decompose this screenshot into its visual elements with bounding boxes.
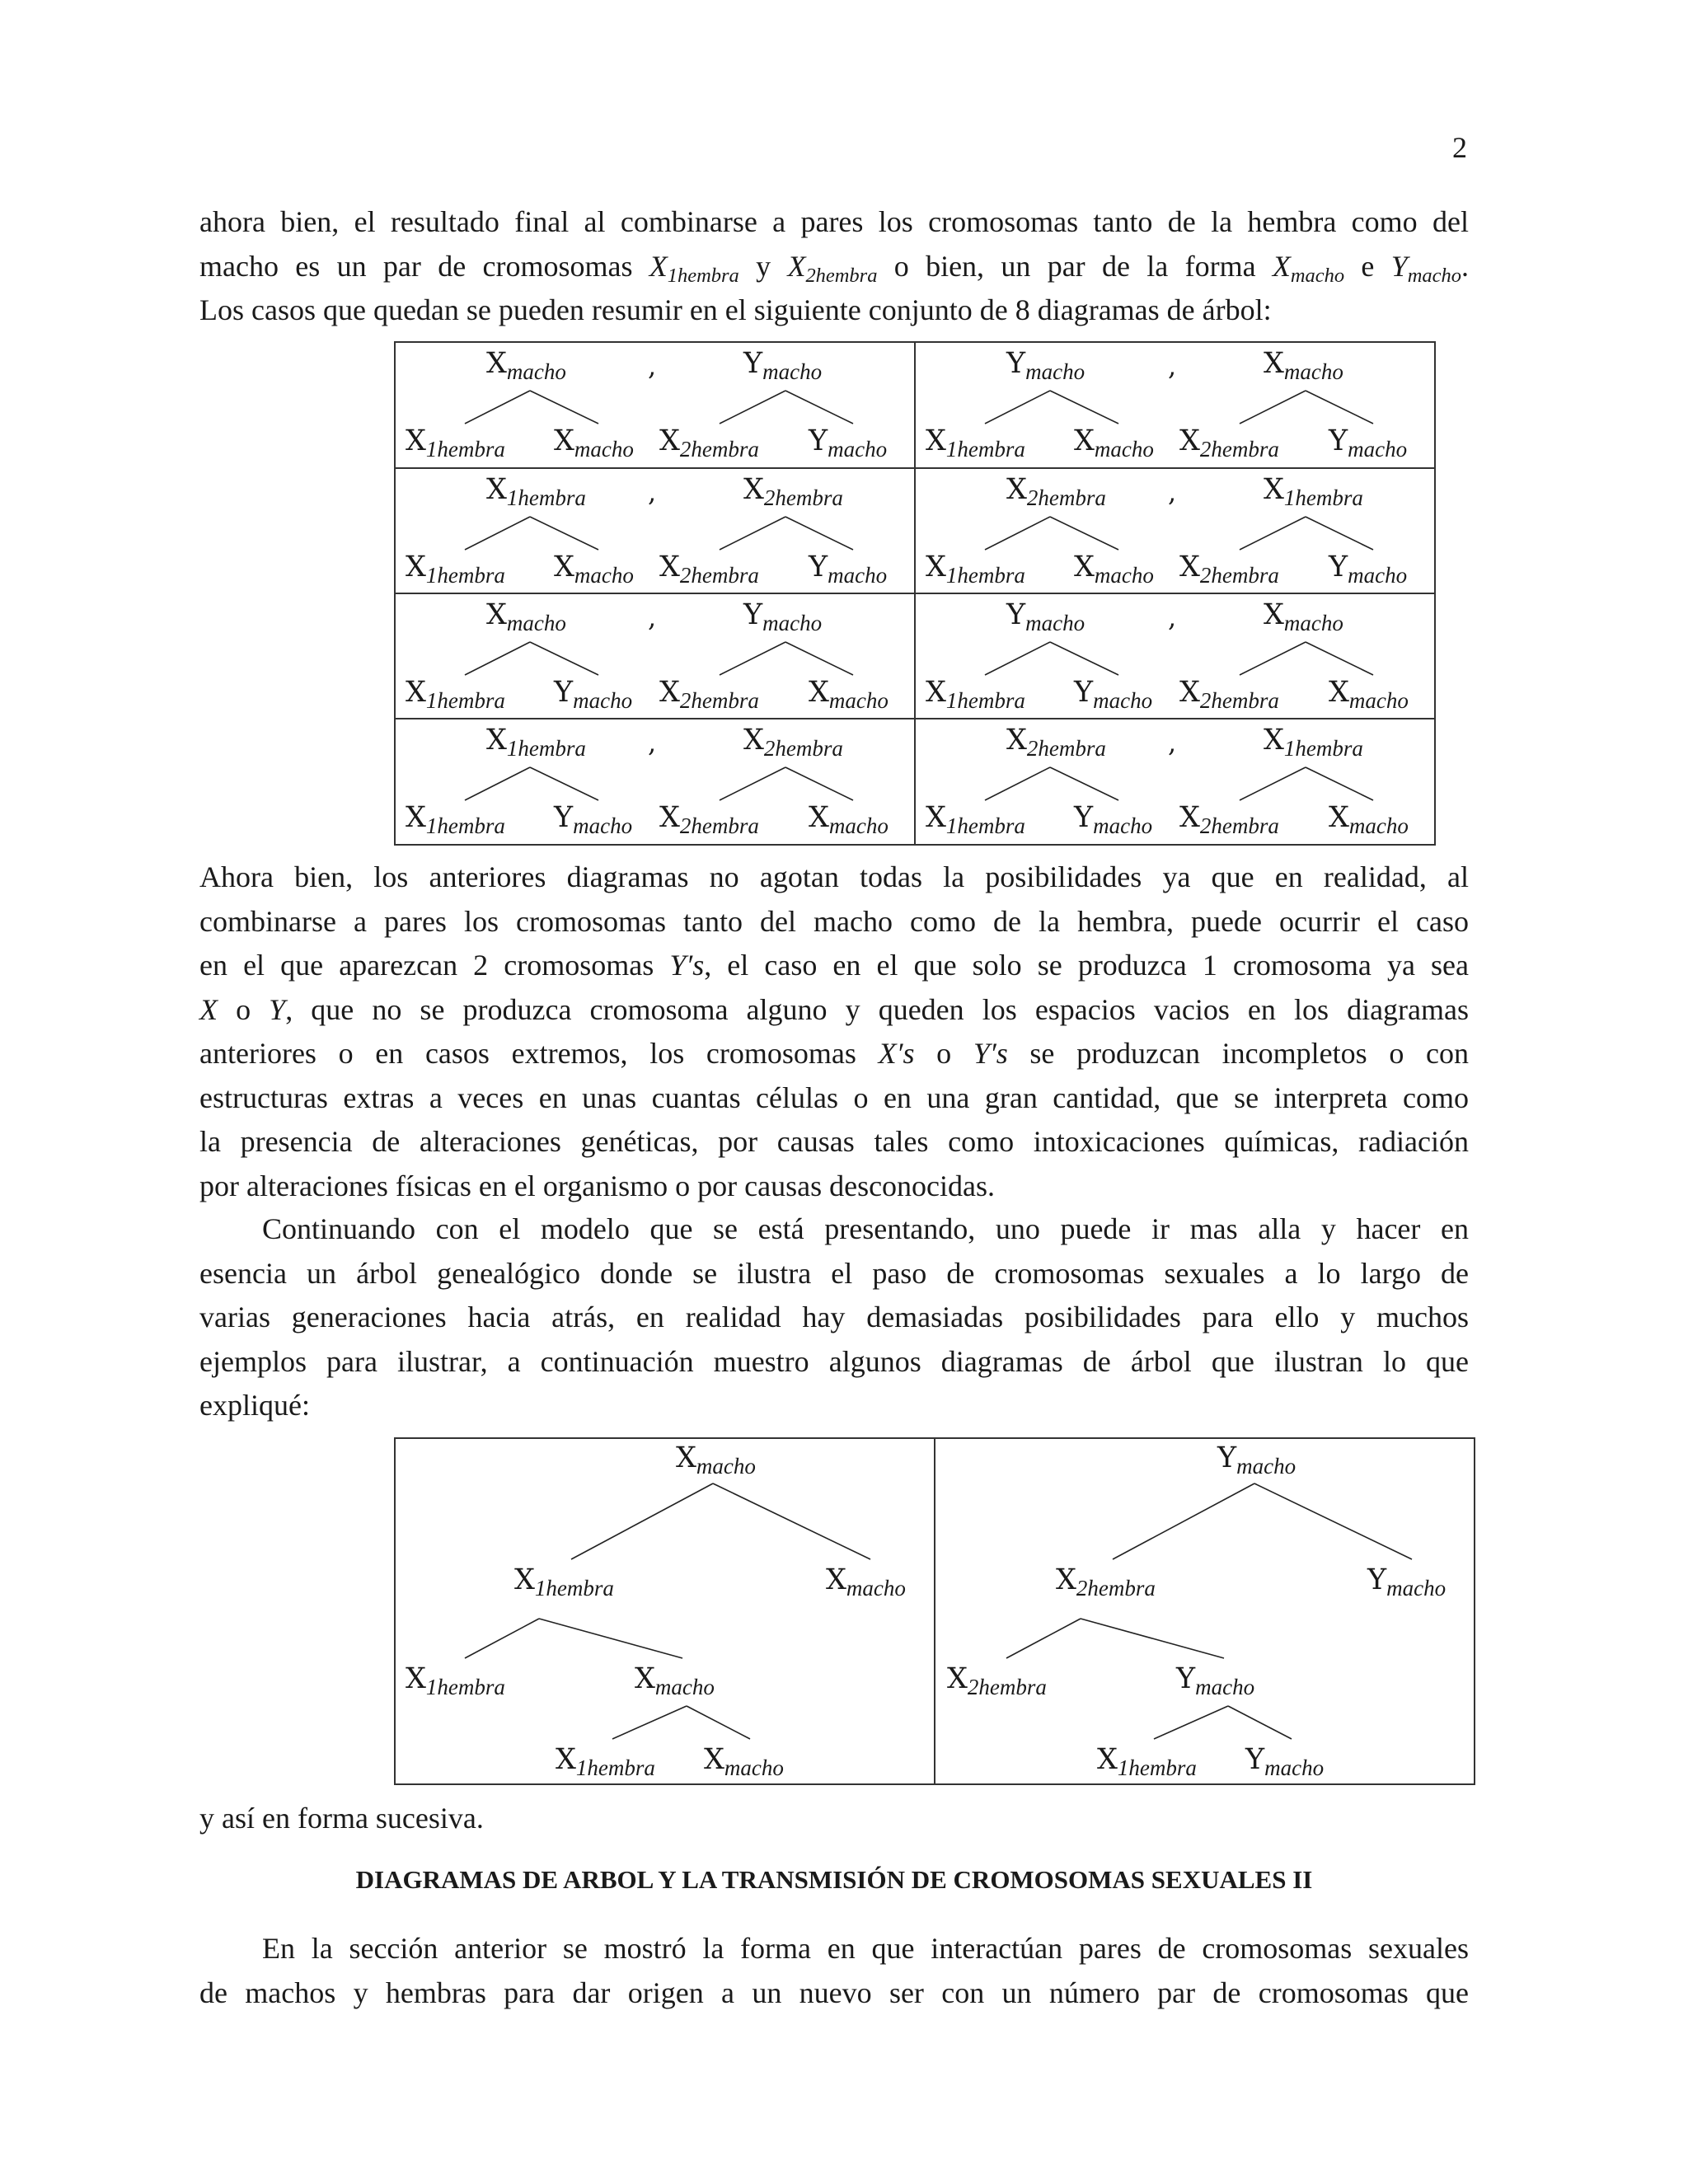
node-subscript: 2hembra — [763, 485, 843, 510]
node-subscript: macho — [828, 688, 889, 713]
tree-grid-row-divider — [394, 718, 1436, 719]
p4-line-1: En la sección anterior se mostró la forma en que interactúan pares de cromosomas sexuales — [262, 1932, 1469, 1965]
node-symbol: X — [659, 424, 680, 457]
node-subscript: macho — [1093, 813, 1153, 838]
node-symbol: Y — [1217, 1441, 1237, 1474]
node-subscript: 2hembra — [967, 1675, 1047, 1699]
tree-separator-comma: , — [1168, 602, 1177, 633]
node-subscript: 2hembra — [1199, 437, 1279, 462]
node-symbol: Y — [1176, 1662, 1196, 1695]
tree-leaf — [406, 801, 505, 838]
node-subscript: 1hembra — [425, 1675, 505, 1699]
node-symbol: X — [1074, 551, 1095, 583]
node-symbol: X — [554, 424, 574, 457]
node-subscript: macho — [506, 611, 566, 635]
node-symbol: Y — [1006, 598, 1026, 631]
node-symbol: X — [406, 424, 426, 457]
node-subscript: 1hembra — [945, 813, 1025, 838]
node-symbol: X — [1056, 1563, 1076, 1596]
node-symbol: Y — [1329, 424, 1348, 457]
node-symbol: Y — [743, 598, 763, 631]
tree-root-right — [1264, 473, 1363, 510]
node-subscript: macho — [1348, 563, 1408, 588]
node-subscript: 1hembra — [425, 813, 505, 838]
node-symbol: Y — [1006, 347, 1026, 380]
node-symbol: X — [635, 1662, 655, 1695]
node-subscript: 2hembra — [1199, 813, 1279, 838]
node-symbol: X — [486, 724, 507, 757]
node-subscript: macho — [1094, 563, 1154, 588]
node-symbol: X — [704, 1743, 724, 1776]
node-subscript: macho — [573, 688, 633, 713]
tree-root-left — [1006, 724, 1106, 761]
node-subscript: macho — [1283, 611, 1343, 635]
tree-leaf — [554, 676, 633, 713]
tree-separator-comma: , — [648, 727, 657, 758]
genealogy-parent-right — [1367, 1563, 1447, 1601]
tree-separator-comma: , — [648, 350, 657, 382]
tree-root-left — [1006, 598, 1085, 635]
node-subscript: macho — [1025, 359, 1085, 384]
node-subscript: macho — [1264, 1755, 1325, 1780]
node-subscript: macho — [574, 437, 634, 462]
tree-leaf — [554, 551, 634, 588]
tree-root-right — [1264, 724, 1363, 761]
node-symbol: X — [406, 676, 426, 709]
tree-root-left — [486, 473, 586, 510]
node-subscript: 1hembra — [425, 688, 505, 713]
tree-leaf — [809, 551, 888, 588]
node-subscript: 2hembra — [1199, 563, 1279, 588]
p3-line-3: varias generaciones hacia atrás, en realidad hay demasiadas posibilidades para ello y muchos — [199, 1301, 1469, 1333]
node-subscript: macho — [1348, 688, 1409, 713]
p3-line-1: Continuando con el modelo que se está presentando, uno puede ir mas alla y hacer en — [262, 1212, 1469, 1245]
node-subscript: macho — [1283, 359, 1343, 384]
node-symbol: X — [743, 724, 764, 757]
tree-separator-comma: , — [648, 476, 657, 508]
tree-leaf — [809, 801, 889, 838]
node-symbol: X — [1264, 724, 1284, 757]
node-symbol: Y — [1074, 676, 1094, 709]
tree-separator-comma: , — [1168, 350, 1177, 382]
tree-leaf — [406, 424, 505, 462]
node-symbol: X — [1179, 801, 1200, 834]
node-subscript: 1hembra — [1283, 736, 1363, 761]
node-symbol: X — [947, 1662, 968, 1695]
node-subscript: macho — [1025, 611, 1085, 635]
tree-root-right — [743, 598, 823, 635]
genealogy-parent-left — [514, 1563, 614, 1601]
node-symbol: X — [1179, 676, 1200, 709]
node-symbol: Y — [809, 424, 828, 457]
node-subscript: 1hembra — [425, 563, 505, 588]
node-subscript: 2hembra — [1026, 736, 1106, 761]
node-subscript: 1hembra — [1117, 1755, 1197, 1780]
node-subscript: 2hembra — [679, 437, 759, 462]
node-symbol: X — [406, 801, 426, 834]
genealogy-grandparent-right — [1176, 1662, 1255, 1699]
tree-leaf — [1074, 551, 1154, 588]
intro-line-1: ahora bien, el resultado final al combinarse a pares los cromosomas tanto de la hembra como del — [199, 205, 1469, 238]
tree-leaf — [926, 676, 1025, 713]
node-subscript: macho — [654, 1675, 715, 1699]
node-symbol: Y — [554, 676, 574, 709]
node-symbol: X — [1006, 473, 1027, 506]
node-symbol: X — [826, 1563, 846, 1596]
node-symbol: X — [1097, 1743, 1118, 1776]
node-symbol: X — [926, 676, 946, 709]
node-symbol: Y — [1245, 1743, 1265, 1776]
node-subscript: macho — [574, 563, 634, 588]
node-symbol: X — [406, 551, 426, 583]
tree-leaf — [1074, 424, 1154, 462]
tree-leaf — [659, 424, 759, 462]
genealogy-parent-right — [826, 1563, 906, 1601]
paragraph-2 — [199, 855, 1469, 1208]
tree-leaf — [554, 424, 634, 462]
genealogy-great-grandparent-right — [1245, 1743, 1325, 1780]
p2-line-5: anteriores o en casos extremos, los cromosomas X′s o Y′s se produzcan incompletos o con — [199, 1037, 1469, 1070]
node-subscript: 1hembra — [506, 485, 586, 510]
node-subscript: 2hembra — [1199, 688, 1279, 713]
intro-line-3: Los casos que quedan se pueden resumir en el siguiente conjunto de 8 diagramas de árbol: — [199, 293, 1272, 326]
node-subscript: macho — [1348, 813, 1409, 838]
page-number: 2 — [1452, 131, 1467, 164]
node-subscript: 2hembra — [1076, 1576, 1156, 1601]
node-symbol: X — [1006, 724, 1027, 757]
node-symbol: X — [809, 676, 829, 709]
tree-root-right — [743, 724, 843, 761]
node-subscript: 1hembra — [1283, 485, 1363, 510]
node-subscript: 1hembra — [945, 563, 1025, 588]
tree-separator-comma: , — [1168, 727, 1177, 758]
node-subscript: 1hembra — [575, 1755, 655, 1780]
node-symbol: X — [486, 347, 507, 380]
node-subscript: 2hembra — [679, 688, 759, 713]
p2-line-4: X o Y, que no se produzca cromosoma alguno y queden los espacios vacios en los diagramas — [199, 992, 1470, 1026]
tree-leaf — [1329, 676, 1409, 713]
node-subscript: 1hembra — [425, 437, 505, 462]
node-subscript: 2hembra — [679, 563, 759, 588]
tree-leaf — [1074, 801, 1153, 838]
node-subscript: macho — [828, 813, 889, 838]
genealogy-root — [676, 1441, 756, 1479]
tree-leaf — [1179, 551, 1279, 588]
node-symbol: X — [809, 801, 829, 834]
genealogy-great-grandparent-left — [1097, 1743, 1197, 1780]
p4-line-2: de machos y hembras para dar origen a un nuevo ser con un número par de cromosomas que — [199, 1975, 1469, 2009]
node-subscript: macho — [724, 1755, 784, 1780]
node-symbol: X — [1179, 551, 1200, 583]
node-subscript: macho — [1094, 437, 1154, 462]
node-subscript: macho — [828, 437, 888, 462]
section-heading: DIAGRAMAS DE ARBOL Y LA TRANSMISIÓN DE CROMOSOMAS SEXUALES II — [355, 1865, 1313, 1894]
node-subscript: macho — [1386, 1576, 1447, 1601]
intro-line-2: macho es un par de cromosomas $X_{1hembra}$ y $X_{2hembra}$ o bien, un par de la forma $X_{macho}$ e $Y_{macho}$. — [199, 249, 1469, 287]
tree-leaf — [809, 424, 888, 462]
tree-leaf — [406, 551, 505, 588]
tree-root-right — [743, 347, 823, 384]
p2-line-2: combinarse a pares los cromosomas tanto del macho como de la hembra, puede ocurrir el caso — [199, 904, 1469, 938]
p2-line-3: en el que aparezcan 2 cromosomas Y′s, el caso en el que solo se produzca 1 cromosoma ya sea — [199, 949, 1470, 982]
node-symbol: X — [1074, 424, 1095, 457]
tree-root-left — [1006, 347, 1085, 384]
p2-line-6: estructuras extras a veces en unas cuantas células o en una gran cantidad, que se interpreta como — [199, 1080, 1469, 1114]
tree-leaf — [659, 676, 759, 713]
p2-line-8: por alteraciones físicas en el organismo o por causas desconocidas. — [199, 1169, 996, 1202]
tree-leaf — [554, 801, 633, 838]
node-subscript: macho — [1093, 688, 1153, 713]
node-symbol: X — [659, 551, 680, 583]
tree-leaf — [1074, 676, 1153, 713]
node-symbol: Y — [1329, 551, 1348, 583]
tree-grid-row-divider — [394, 593, 1436, 594]
node-subscript: 1hembra — [945, 437, 1025, 462]
node-subscript: 2hembra — [1026, 485, 1106, 510]
node-subscript: 1hembra — [945, 688, 1025, 713]
node-symbol: X — [1264, 347, 1284, 380]
tree-leaf — [926, 424, 1025, 462]
node-symbol: X — [926, 424, 946, 457]
p2-line-7: la presencia de alteraciones genéticas, por causas tales como intoxicaciones químicas, radiación — [199, 1125, 1469, 1158]
node-symbol: X — [743, 473, 764, 506]
after-trees-text — [199, 1797, 1469, 1841]
p3-line-5: expliqué: — [199, 1389, 310, 1422]
tree-root-right — [1264, 598, 1343, 635]
node-subscript: macho — [828, 563, 888, 588]
tree-leaf — [1179, 424, 1279, 462]
node-symbol: Y — [1367, 1563, 1387, 1596]
tree-leaf — [926, 801, 1025, 838]
genealogy-grandparent-left — [947, 1662, 1047, 1699]
node-symbol: X — [926, 801, 946, 834]
tree-leaf — [1179, 676, 1279, 713]
genealogy-great-grandparent-right — [704, 1743, 784, 1780]
node-subscript: 2hembra — [679, 813, 759, 838]
tree-root-left — [486, 347, 566, 384]
node-symbol: X — [1329, 801, 1349, 834]
tree-root-left — [486, 598, 566, 635]
node-symbol: X — [486, 473, 507, 506]
p2-line-1: Ahora bien, los anteriores diagramas no agotan todas la posibilidades ya que en realidad, al — [199, 860, 1469, 893]
node-subscript: 1hembra — [534, 1576, 614, 1601]
genealogy-root — [1217, 1441, 1296, 1479]
node-symbol: X — [1179, 424, 1200, 457]
genealogy-grandparent-right — [635, 1662, 715, 1699]
paragraph-3 — [199, 1207, 1469, 1428]
node-symbol: Y — [554, 801, 574, 834]
node-symbol: X — [1264, 473, 1284, 506]
node-symbol: X — [676, 1441, 696, 1474]
node-symbol: Y — [743, 347, 763, 380]
tree-leaf — [1329, 424, 1408, 462]
node-symbol: X — [659, 801, 680, 834]
node-symbol: X — [514, 1563, 535, 1596]
tree-grid-row-divider — [394, 467, 1436, 469]
after-trees-line: y así en forma sucesiva. — [199, 1802, 484, 1835]
node-symbol: X — [554, 551, 574, 583]
node-subscript: macho — [762, 611, 823, 635]
node-subscript: 1hembra — [506, 736, 586, 761]
node-subscript: macho — [846, 1576, 906, 1601]
tree-root-right — [743, 473, 843, 510]
tree-leaf — [659, 551, 759, 588]
tree-root-left — [486, 724, 586, 761]
genealogy-parent-left — [1056, 1563, 1156, 1601]
tree-leaf — [809, 676, 889, 713]
tree-root-right — [1264, 347, 1343, 384]
node-symbol: X — [926, 551, 946, 583]
tree-leaf — [1329, 801, 1409, 838]
p3-line-2: esencia un árbol genealógico donde se ilustra el paso de cromosomas sexuales a lo largo de — [199, 1256, 1469, 1290]
tree-separator-comma: , — [648, 602, 657, 633]
node-subscript: 2hembra — [763, 736, 843, 761]
p3-line-4: ejemplos para ilustrar, a continuación muestro algunos diagramas de árbol que ilustran lo que — [199, 1344, 1469, 1378]
node-subscript: macho — [762, 359, 823, 384]
node-symbol: X — [659, 676, 680, 709]
node-symbol: Y — [809, 551, 828, 583]
node-symbol: X — [1329, 676, 1349, 709]
tree-leaf — [406, 676, 505, 713]
node-symbol: X — [486, 598, 507, 631]
tree-leaf — [1329, 551, 1408, 588]
tree-separator-comma: , — [1168, 476, 1177, 508]
tree-leaf — [659, 801, 759, 838]
paragraph-4 — [199, 1927, 1469, 2015]
node-subscript: macho — [1348, 437, 1408, 462]
tree-leaf — [1179, 801, 1279, 838]
node-subscript: macho — [1195, 1675, 1255, 1699]
genealogy-great-grandparent-left — [556, 1743, 655, 1780]
tree-leaf — [926, 551, 1025, 588]
node-symbol: X — [406, 1662, 426, 1695]
genealogy-grandparent-left — [406, 1662, 505, 1699]
tree-root-left — [1006, 473, 1106, 510]
node-subscript: macho — [1236, 1454, 1296, 1479]
intro-paragraph — [199, 200, 1469, 333]
genealogy-divider — [934, 1437, 935, 1785]
node-subscript: macho — [573, 813, 633, 838]
node-subscript: macho — [506, 359, 566, 384]
node-symbol: X — [1264, 598, 1284, 631]
node-symbol: Y — [1074, 801, 1094, 834]
node-subscript: macho — [696, 1454, 756, 1479]
node-symbol: X — [556, 1743, 576, 1776]
